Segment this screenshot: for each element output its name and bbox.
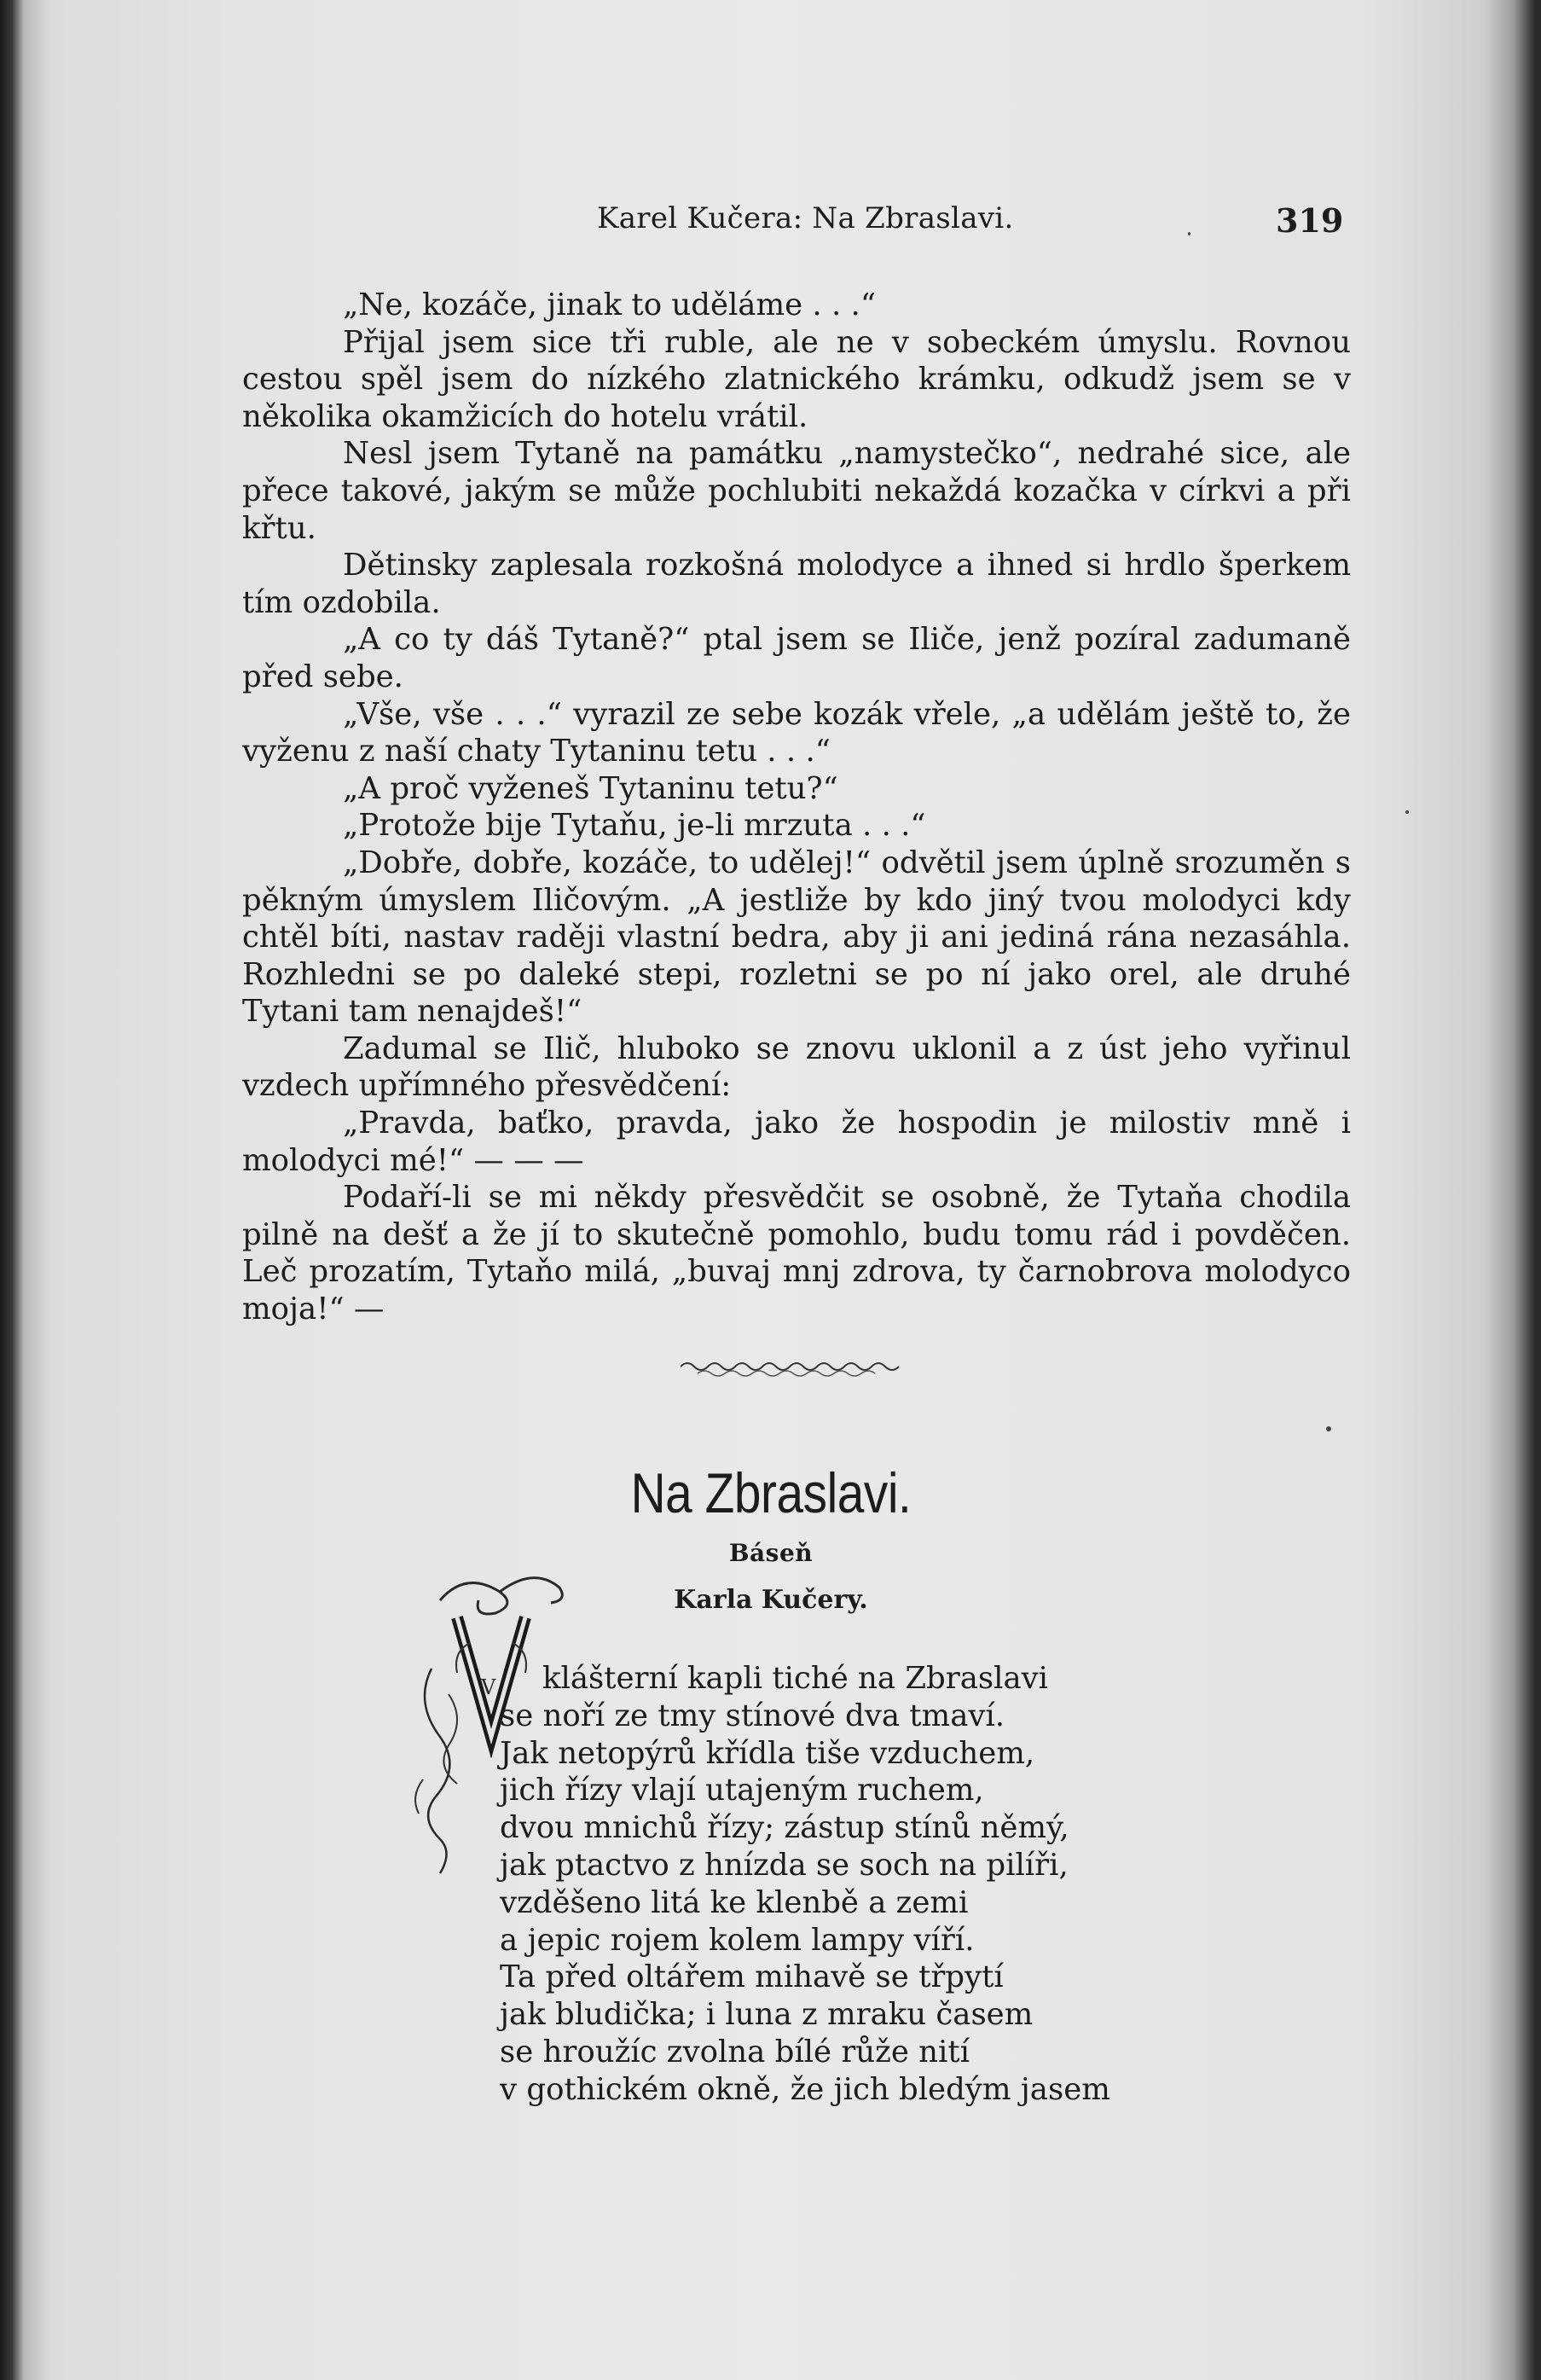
paragraph: Přijal jsem sice tři ruble, ale ne v sobeckém úmyslu. Rovnou cestou spěl jsem do nízkého zlatnického krámku, odkudž jsem se v několika okamžicích do hotelu vrátil. xyxy=(242,324,1351,434)
poem-line: Jak netopýrů křídla tiše vzduchem, xyxy=(500,1735,1035,1771)
running-header: Karel Kučera: Na Zbraslavi. xyxy=(597,201,1014,235)
paragraph: „Ne, kozáče, jinak to uděláme . . .“ xyxy=(343,287,876,322)
initial-letter: V xyxy=(481,1675,496,1699)
poem-title: Na Zbraslavi. xyxy=(630,1461,912,1524)
paragraph: „A co ty dáš Tytaně?“ ptal jsem se Iliče, jenž pozíral zadumaně před sebe. xyxy=(242,622,1351,694)
poem-line: vzděšeno litá ke klenbě a zemi xyxy=(500,1884,969,1920)
prose-body xyxy=(242,287,1351,1328)
poem-line: jak ptactvo z hnízda se soch na pilíři, xyxy=(500,1847,1069,1883)
paragraph: „Protože bije Tytaňu, je-li mrzuta . . .“ xyxy=(343,808,926,844)
scan-speck xyxy=(1188,232,1191,235)
poem-subtitle: Báseň xyxy=(728,1539,814,1567)
poem-line: jich řízy vlají utajeným ruchem, xyxy=(500,1773,984,1808)
poem-line: Ta před oltářem mihavě se třpytí xyxy=(500,1959,1004,1995)
paragraph: „Pravda, baťko, pravda, jako že hospodin je milostiv mně i molodyci mé!“ — — — xyxy=(242,1106,1351,1178)
poem-line: se hroužíc zvolna bílé růže nití xyxy=(500,2034,970,2069)
page-number: 319 xyxy=(1276,201,1344,240)
book-page xyxy=(24,0,1518,2380)
paragraph: „A proč vyženeš Tytaninu tetu?“ xyxy=(343,770,838,806)
paragraph: „Dobře, dobře, kozáče, to udělej!“ odvětil jsem úplně srozuměn s pěkným úmyslem Iličovým. „A jestliže by kdo jiný tvou molodyci kdy chtěl bíti, nastav raději vlastní bedra, aby ji ani jediná rána nezasáhla. Rozhledni se po daleké stepi, rozletni se po ní jako orel, ale druhé Tytani tam nenajdeš!“ xyxy=(242,845,1351,1030)
poem-author: Karla Kučery. xyxy=(674,1585,868,1615)
poem-body xyxy=(500,1660,1110,2109)
paragraph: Nesl jsem Tytaně na památku „namystečko“, nedrahé sice, ale přece takové, jakým se může pochlubiti nekaždá kozačka v církvi a při křtu. xyxy=(242,436,1351,546)
poem-line: v gothickém okně, že jich bledým jasem xyxy=(500,2071,1110,2107)
paragraph: „Vše, vše . . .“ vyrazil ze sebe kozák vřele, „a udělám ještě to, že vyženu z naší chaty Tytaninu tetu . . .“ xyxy=(242,696,1351,769)
poem-line: a jepic rojem kolem lampy víří. xyxy=(500,1922,975,1958)
poem-line: dvou mnichů řízy; zástup stínů němý, xyxy=(500,1810,1069,1846)
paragraph: Podaří-li se mi někdy přesvědčit se osobně, že Tytaňa chodila pilně na dešť a že jí to skutečně pomohlo, budu tomu rád i povděčen. Leč prozatím, Tytaňo milá, „buvaj mnj zdrova, ty čarnobrova molodyco moja!“ — xyxy=(242,1180,1351,1327)
poem-line: jak bludička; i luna z mraku časem xyxy=(500,1997,1034,2033)
poem-line: klášterní kapli tiché na Zbraslavi xyxy=(542,1661,1049,1696)
scan-speck xyxy=(1326,1426,1331,1431)
paragraph: Zadumal se Ilič, hluboko se znovu uklonil a z úst jeho vyřinul vzdech upřímného přesvědčení: xyxy=(242,1030,1351,1104)
poem-line: se noří ze tmy stínové dva tmaví. xyxy=(500,1698,1005,1733)
scan-speck xyxy=(1405,810,1409,814)
wavy-divider-ornament xyxy=(681,1356,911,1382)
paragraph: Dětinsky zaplesala rozkošná molodyce a ihned si hrdlo šperkem tím ozdobila. xyxy=(242,548,1351,620)
